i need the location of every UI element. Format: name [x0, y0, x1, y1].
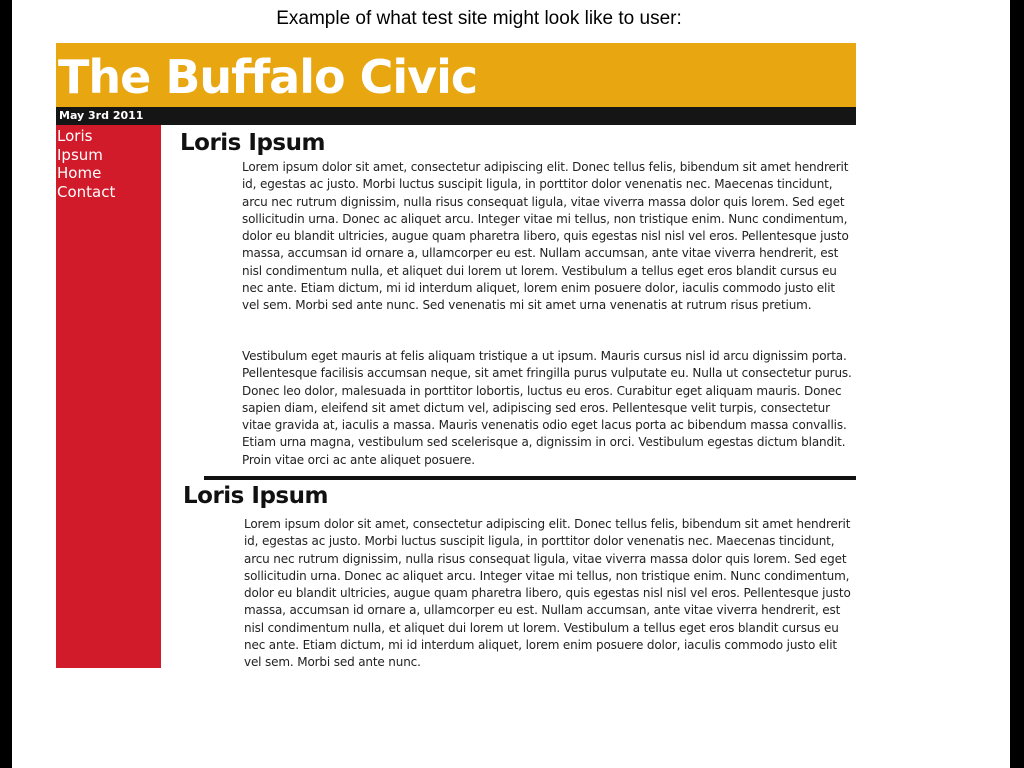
sidebar	[56, 125, 161, 668]
article-1-paragraph-2: Vestibulum eget mauris at felis aliquam tristique a ut ipsum. Mauris cursus nisl id arcu dignissim porta. Pellentesque facilisis accumsan neque, sit amet fringilla purus vulputate eu. Nulla ut consectetur purus. Donec leo dolor, malesuada in porttitor lobortis, luctus eu eros. Curabitur eget aliquam mauris. Donec sapien diam, eleifend sit amet dictum vel, adipiscing sed eros. Pellentesque velit turpis, consectetur vitae gravida at, iaculis a massa. Mauris venenatis odio eget lacus porta ac bibendum massa convallis. Etiam urna magna, vestibulum sed scelerisque a, dignissim in orci. Vestibulum egestas dictum blandit. Proin vitae orci ac ante aliquet posuere.	[242, 349, 852, 467]
site-title: The Buffalo Civic	[58, 50, 478, 104]
nav-link-contact[interactable]: Contact	[57, 182, 116, 201]
nav-link-ipsum[interactable]: Ipsum	[57, 145, 103, 164]
nav-link-home[interactable]: Home	[57, 164, 102, 182]
article-1-paragraph-1: Lorem ipsum dolor sit amet, consectetur adipiscing elit. Donec tellus felis, bibendum sit amet hendrerit id, egestas ac justo. Morbi luctus suscipit ligula, in porttitor dolor venenatis nec. Maecenas tincidunt, arcu nec rutrum dignissim, nulla risus consequat ligula, vitae viverra massa dolor quis lorem. Sed eget sollicitudin urna. Donec ac aliquet arcu. Integer vitae mi tellus, non tristique enim. Nunc condimentum, dolor eu blandit ultricies, augue quam pharetra libero, quis egestas nisl nisl vel eros. Pellentesque justo massa, accumsan id ornare a, ullamcorper eu est. Nullam accumsan, ante vitae viverra hendrerit, est nisl condimentum nulla, et aliquet dui lorem ut lorem. Vestibulum a tellus eget eros blandit cursus eu nec ante. Etiam dictum, mi id interdum aliquet, lorem enim posuere dolor, iaculis commodo justo elit vel sem. Morbi sed ante nunc. Sed venenatis mi sit amet urna venenatis at rutrum risus pretium.	[242, 160, 849, 313]
date-bar	[56, 107, 856, 125]
website-mockup	[56, 43, 856, 668]
article-2-title: Loris Ipsum	[183, 483, 328, 509]
article-1-title: Loris Ipsum	[180, 130, 325, 156]
slide	[12, 0, 1010, 768]
publish-date: May 3rd 2011	[59, 109, 144, 122]
article-2-paragraph-1: Lorem ipsum dolor sit amet, consectetur adipiscing elit. Donec tellus felis, bibendum sit amet hendrerit id, egestas ac justo. Morbi luctus suscipit ligula, in porttitor dolor venenatis nec. Maecenas tincidunt, arcu nec rutrum dignissim, nulla risus consequat ligula, vitae viverra massa dolor quis lorem. Sed eget sollicitudin urna. Donec ac aliquet arcu. Integer vitae mi tellus, non tristique enim. Nunc condimentum, dolor eu blandit ultricies, augue quam pharetra libero, quis egestas nisl nisl vel eros. Pellentesque justo massa, accumsan id ornare a, ullamcorper eu est. Nullam accumsan, ante vitae viverra hendrerit, est nisl condimentum nulla, et aliquet dui lorem ut lorem. Vestibulum a tellus eget eros blandit cursus eu nec ante. Etiam dictum, mi id interdum aliquet, lorem enim posuere dolor, iaculis commodo justo elit vel sem. Morbi sed ante nunc.	[244, 517, 851, 670]
slide-caption: Example of what test site might look like to user:	[276, 8, 682, 29]
nav-link-loris[interactable]: Loris	[57, 127, 93, 145]
sidebar-nav	[56, 125, 161, 201]
article-divider	[204, 476, 856, 480]
masthead	[56, 43, 856, 107]
